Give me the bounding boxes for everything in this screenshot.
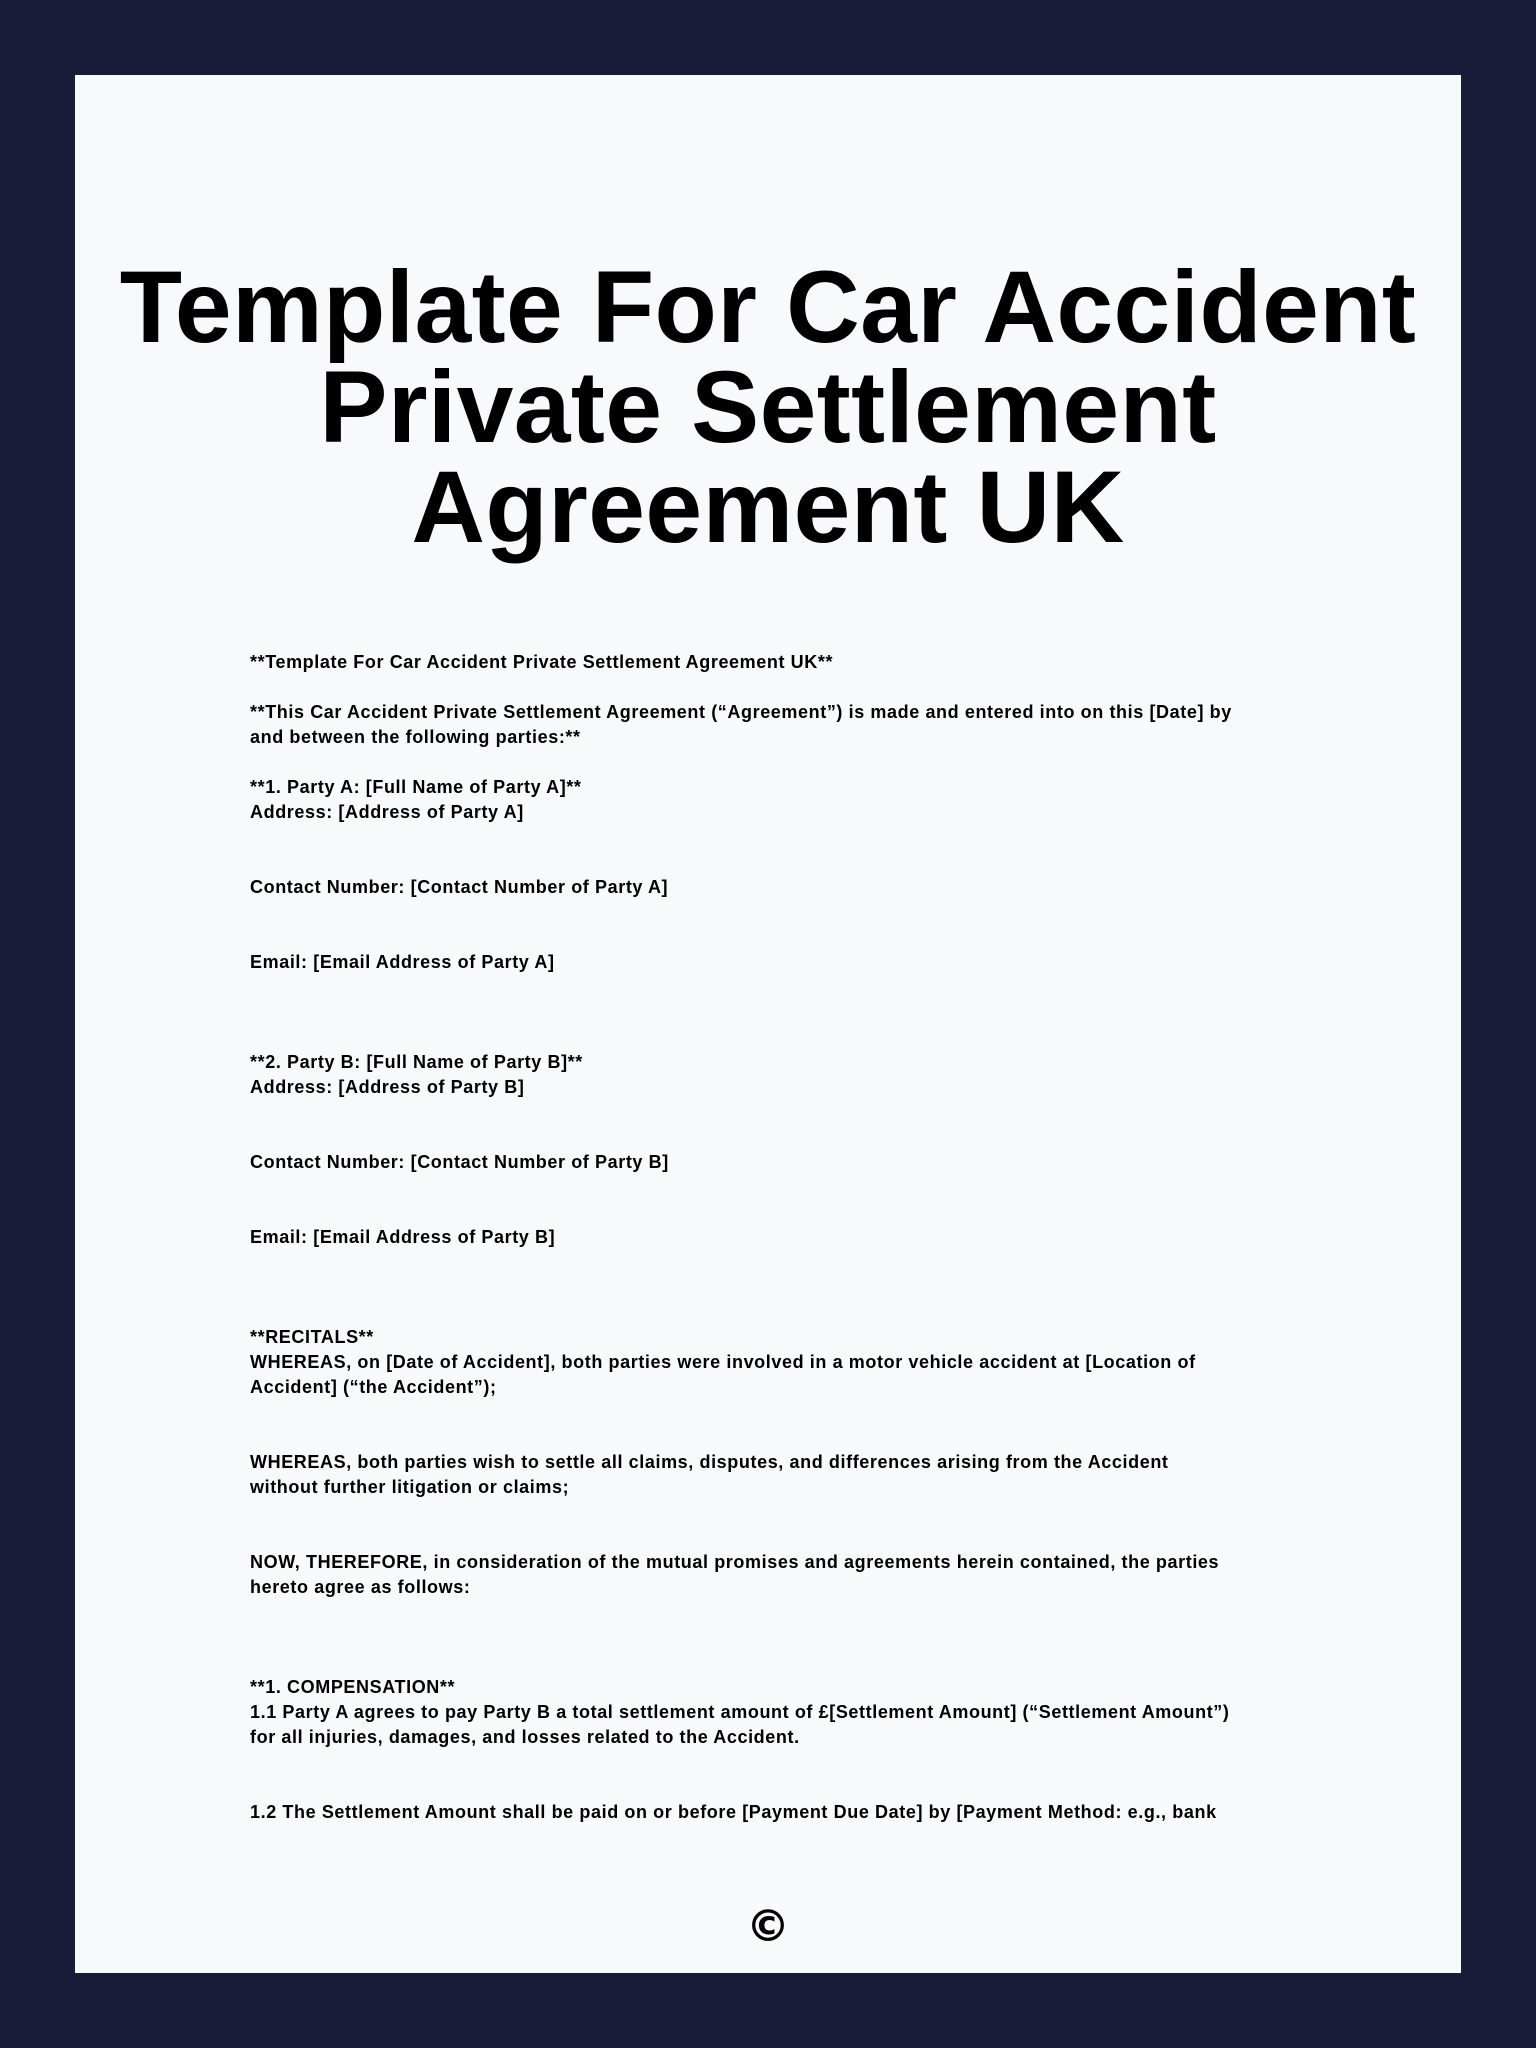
recitals-section (250, 1325, 1295, 1600)
clause-1-2-line-1: 1.2 The Settlement Amount shall be paid on or before [Payment Due Date] by [Payment Method: e.g., bank (250, 1802, 1217, 1822)
document-page (75, 75, 1461, 1973)
now-therefore-line-1: NOW, THEREFORE, in consideration of the mutual promises and agreements herein contained, the parties (250, 1552, 1220, 1572)
document-body (250, 650, 1295, 1825)
clause-1-1-line-2: for all injuries, damages, and losses related to the Accident. (250, 1727, 800, 1747)
party-b-section (250, 1050, 1295, 1250)
body-heading (250, 650, 1295, 675)
whereas-1-line-1: WHEREAS, on [Date of Accident], both parties were involved in a motor vehicle accident at [Location of (250, 1352, 1196, 1372)
whereas-2-line-1: WHEREAS, both parties wish to settle all claims, disputes, and differences arising from the Accident (250, 1452, 1169, 1472)
intro-line-2: and between the following parties:** (250, 727, 581, 747)
clause-1-1-line-1: 1.1 Party A agrees to pay Party B a total settlement amount of £[Settlement Amount] (“Settlement Amount”) (250, 1702, 1230, 1722)
body-heading-text: **Template For Car Accident Private Settlement Agreement UK** (250, 652, 834, 672)
copyright-icon: © (746, 1901, 790, 1952)
now-therefore-line-2: hereto agree as follows: (250, 1577, 471, 1597)
party-a-section (250, 775, 1295, 975)
recitals-heading: **RECITALS** (250, 1327, 374, 1347)
party-b-email: Email: [Email Address of Party B] (250, 1227, 556, 1247)
intro-paragraph (250, 700, 1295, 750)
title-line-3: Agreement UK (411, 450, 1125, 564)
whereas-1-line-2: Accident] (“the Accident”); (250, 1377, 497, 1397)
compensation-section (250, 1675, 1295, 1825)
document-title (75, 250, 1461, 564)
intro-line-1: **This Car Accident Private Settlement Agreement (“Agreement”) is made and entered into on this [Date] by (250, 702, 1232, 722)
party-b-address: Address: [Address of Party B] (250, 1077, 525, 1097)
party-a-contact: Contact Number: [Contact Number of Party A] (250, 877, 669, 897)
whereas-2-line-2: without further litigation or claims; (250, 1477, 570, 1497)
party-a-name: **1. Party A: [Full Name of Party A]** (250, 777, 582, 797)
party-a-address: Address: [Address of Party A] (250, 802, 524, 822)
compensation-heading: **1. COMPENSATION** (250, 1677, 456, 1697)
party-a-email: Email: [Email Address of Party A] (250, 952, 555, 972)
title-line-2: Private Settlement (319, 350, 1217, 464)
party-b-name: **2. Party B: [Full Name of Party B]** (250, 1052, 583, 1072)
party-b-contact: Contact Number: [Contact Number of Party B] (250, 1152, 669, 1172)
title-line-1: Template For Car Accident (119, 250, 1417, 364)
